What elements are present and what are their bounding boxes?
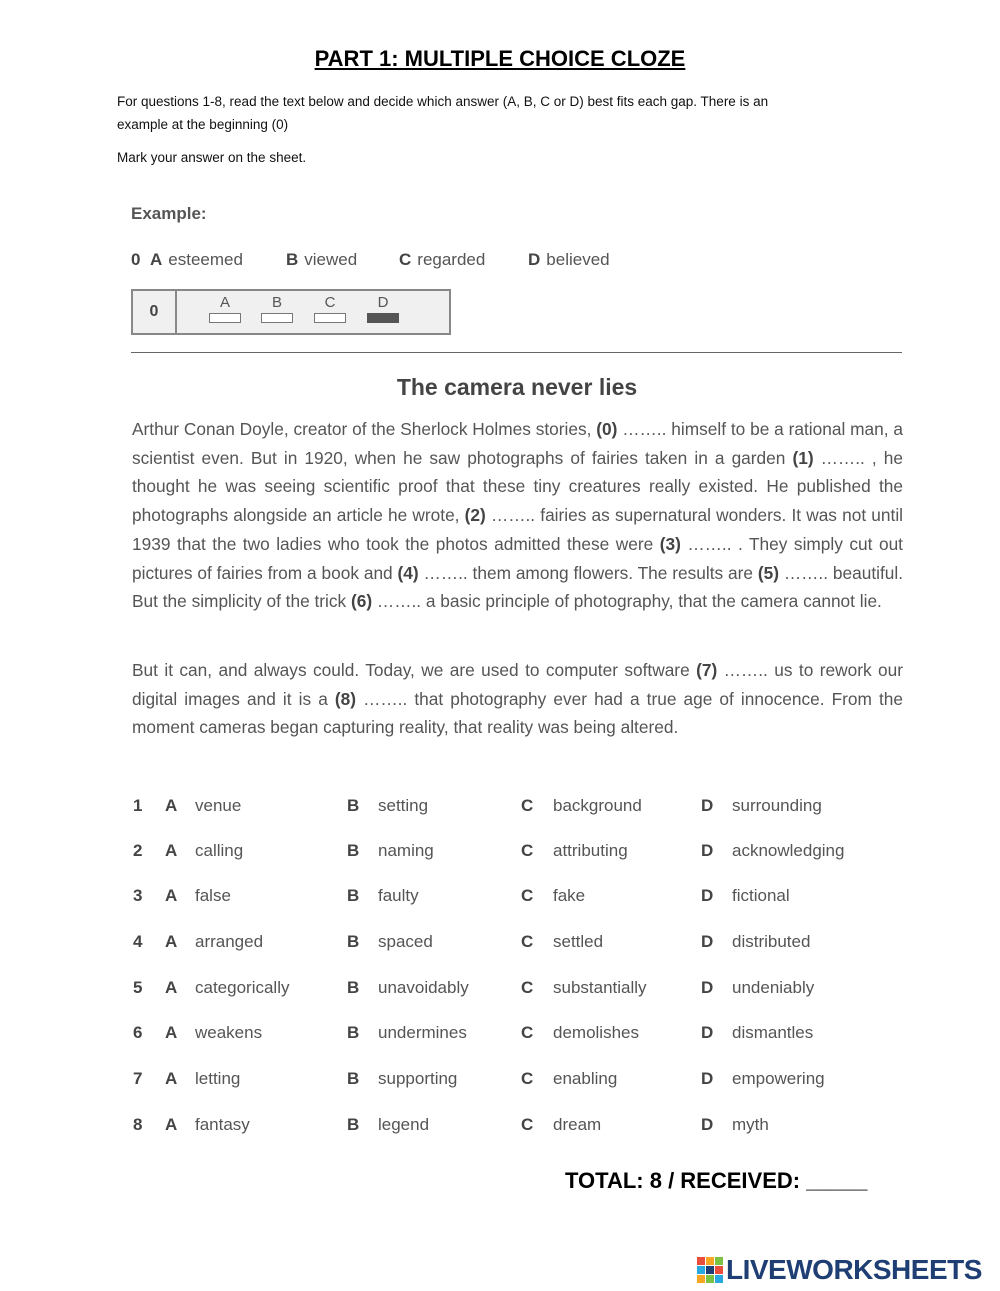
option-letter: D	[701, 796, 714, 815]
question-row	[0, 1023, 1000, 1053]
option-letter: D	[701, 978, 714, 997]
option-word: arranged	[195, 932, 264, 951]
option-word: fake	[553, 886, 586, 905]
question-number: 6	[133, 1023, 143, 1042]
page-title: PART 1: MULTIPLE CHOICE CLOZE	[314, 46, 686, 71]
logo-grid-cell	[697, 1257, 705, 1265]
option-word: background	[553, 796, 642, 815]
instructions-line-1: For questions 1-8, read the text below and decide which answer (A, B, C or D) best fits each gap. There is an	[117, 94, 769, 109]
option-word: setting	[378, 796, 429, 815]
option-word: settled	[553, 932, 604, 951]
option-word: dream	[553, 1115, 602, 1134]
option-word: enabling	[553, 1069, 618, 1088]
logo-grid-cell	[715, 1275, 723, 1283]
instructions-line-2: example at the beginning (0)	[117, 117, 289, 132]
option-letter: B	[347, 932, 360, 951]
example-option-a: A esteemed	[150, 250, 243, 269]
option-word: weakens	[195, 1023, 263, 1042]
option-letter: C	[521, 932, 534, 951]
text-title: The camera never lies	[396, 374, 638, 400]
option-word: fantasy	[195, 1115, 250, 1134]
option-letter: D	[701, 886, 714, 905]
option-word: distributed	[732, 932, 811, 951]
answer-box-number: 0	[133, 291, 177, 333]
option-word: venue	[195, 796, 242, 815]
example-answer-box	[131, 289, 451, 335]
example-label: Example:	[131, 204, 207, 223]
gap-marker: (6)	[350, 591, 373, 612]
example-option-c: C regarded	[399, 250, 486, 269]
logo-text: LIVEWORKSHEETS	[726, 1254, 982, 1285]
question-row	[0, 886, 1000, 916]
question-number: 4	[133, 932, 143, 951]
gap-marker: (8)	[334, 688, 356, 709]
option-letter: B	[347, 841, 360, 860]
option-letter: C	[521, 886, 534, 905]
option-word: legend	[378, 1115, 430, 1134]
liveworksheets-logo	[697, 1255, 982, 1285]
question-row	[0, 841, 1000, 871]
total-score: TOTAL: 8 / RECEIVED: _____	[565, 1168, 868, 1193]
logo-grid-cell	[715, 1257, 723, 1265]
option-letter: C	[521, 1115, 534, 1134]
answer-slot-a: A	[208, 294, 242, 323]
option-letter: B	[347, 978, 360, 997]
gap-marker: (1)	[792, 447, 814, 468]
option-word: fictional	[732, 886, 790, 905]
option-letter: A	[165, 1023, 178, 1042]
question-row	[0, 1069, 1000, 1099]
answer-slot-d: D	[366, 294, 400, 323]
gap-marker: (2)	[464, 505, 486, 526]
option-word: surrounding	[732, 796, 822, 815]
question-number: 8	[133, 1115, 143, 1134]
answer-slot-c: C	[313, 294, 347, 323]
option-word: attributing	[553, 841, 628, 860]
option-word: calling	[195, 841, 244, 860]
option-word: undeniably	[732, 978, 815, 997]
option-letter: C	[521, 1069, 534, 1088]
option-letter: A	[165, 796, 178, 815]
option-word: naming	[378, 841, 434, 860]
option-word: myth	[732, 1115, 769, 1134]
question-number: 7	[133, 1069, 143, 1088]
gap-marker: (0)	[596, 419, 618, 439]
option-letter: A	[165, 886, 178, 905]
option-word: false	[195, 886, 231, 905]
question-row	[0, 978, 1000, 1008]
option-letter: D	[701, 841, 714, 860]
logo-grid-cell	[697, 1266, 705, 1274]
option-letter: A	[165, 1069, 178, 1088]
option-word: faulty	[378, 886, 419, 905]
option-word: categorically	[195, 978, 290, 997]
option-letter: A	[165, 978, 178, 997]
gap-marker: (7)	[696, 660, 718, 680]
example-option-d: D believed	[528, 250, 610, 269]
option-word: unavoidably	[378, 978, 469, 997]
option-letter: D	[701, 1115, 714, 1134]
question-number: 1	[133, 796, 143, 815]
gap-marker: (4)	[397, 562, 419, 583]
option-word: supporting	[378, 1069, 458, 1088]
answer-slot-b: B	[260, 294, 294, 323]
question-number: 2	[133, 841, 143, 860]
question-row	[0, 932, 1000, 962]
paragraph-1: Arthur Conan Doyle, creator of the Sherlock Holmes stories, (0) …….. himself to be a rational man, a scientist even. But in 1920, when he saw photographs of fairies taken in a garden (1) …….. , he thought he was seeing scientific proof that these tiny creatures really existed. He published the photographs alongside an article he wrote, (2) …….. fairies as supernatural wonders. It was not until 1939 that the two ladies who took the photos admitted these were (3) …….. . They simply cut out pictures of fairies from a book and (4) …….. them among flowers. The results are (5) …….. beautiful. But the simplicity of the trick (6) …….. a basic principle of photography, that the camera cannot lie.	[132, 419, 904, 612]
option-letter: B	[347, 886, 360, 905]
option-word: empowering	[732, 1069, 825, 1088]
option-letter: B	[347, 1069, 360, 1088]
option-letter: B	[347, 1023, 360, 1042]
question-number: 5	[133, 978, 143, 997]
logo-grid-cell	[715, 1266, 723, 1274]
example-option-b: B viewed	[286, 250, 358, 269]
option-word: acknowledging	[732, 841, 845, 860]
option-word: undermines	[378, 1023, 467, 1042]
option-letter: C	[521, 978, 534, 997]
example-number: 0	[131, 250, 141, 269]
logo-grid-icon	[697, 1257, 723, 1283]
option-word: spaced	[378, 932, 433, 951]
option-letter: A	[165, 1115, 178, 1134]
option-word: demolishes	[553, 1023, 639, 1042]
logo-grid-cell	[706, 1275, 714, 1283]
option-letter: B	[347, 796, 360, 815]
instructions-line-3: Mark your answer on the sheet.	[117, 150, 307, 165]
option-letter: D	[701, 1023, 714, 1042]
option-word: letting	[195, 1069, 241, 1088]
gap-marker: (5)	[757, 562, 779, 583]
option-letter: D	[701, 932, 714, 951]
logo-grid-cell	[706, 1266, 714, 1274]
question-row	[0, 796, 1000, 826]
option-word: substantially	[553, 978, 647, 997]
option-letter: B	[347, 1115, 360, 1134]
question-number: 3	[133, 886, 143, 905]
option-letter: D	[701, 1069, 714, 1088]
gap-marker: (3)	[659, 533, 681, 554]
logo-grid-cell	[706, 1257, 714, 1265]
option-word: dismantles	[732, 1023, 814, 1042]
option-letter: C	[521, 796, 534, 815]
option-letter: C	[521, 841, 534, 860]
divider	[131, 352, 902, 353]
option-letter: C	[521, 1023, 534, 1042]
logo-grid-cell	[697, 1275, 705, 1283]
paragraph-2: But it can, and always could. Today, we are used to computer software (7) …….. us to rework our digital images and it is a (8) …….. that photography ever had a true age of innocence. From the moment cameras began capturing reality, that reality was being altered.	[132, 660, 903, 738]
question-row	[0, 1115, 1000, 1145]
option-letter: A	[165, 841, 178, 860]
option-letter: A	[165, 932, 178, 951]
